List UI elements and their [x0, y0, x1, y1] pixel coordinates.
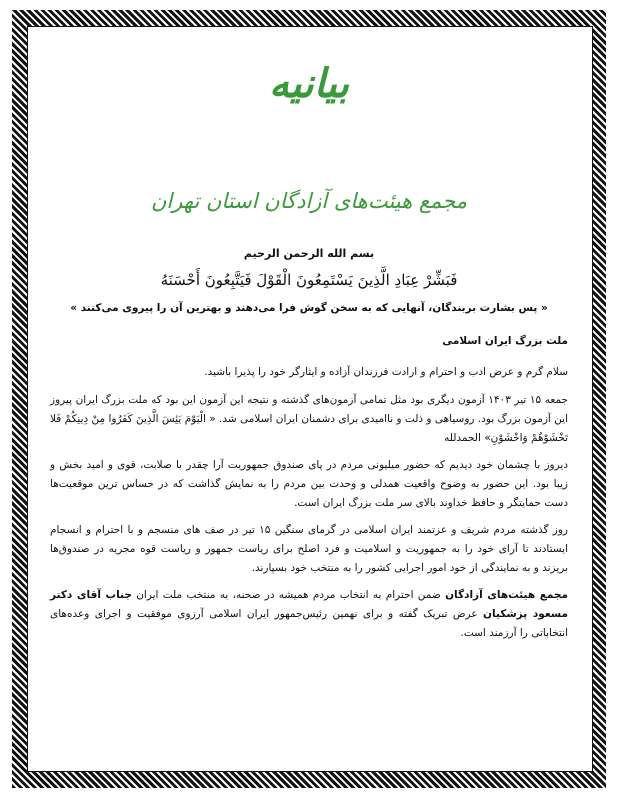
recipient-name: جناب آقای دکتر مسعود پزشکیان	[50, 589, 568, 620]
paragraph-greeting: سلام گرم و عرض ادب و احترام و ارادت فرزندان آزاده و ایثارگر خود را پذیرا باشید.	[204, 366, 568, 378]
paragraph-congratulation	[50, 586, 568, 643]
paragraph-election-result: جمعه ۱۵ تیر ۱۴۰۳ آزمون دیگری بود مثل تمامی آزمون‌های گذشته و نتیجه این آزمون این بود که ملت بزرگ ایران پیروز این آزمون بزرگ بود. روسیاهی و ذلت و ناامیدی برای دشمنان ایران اسلامی شد. « الْيَوْمَ يَئِسَ الَّذِينَ كَفَرُوا مِنْ دِينِكُمْ فَلا تَخْشَوْهُمْ وَاخْشَوْنِ» الحمدلله	[50, 394, 569, 444]
paragraph-voting-day: روز گذشته مردم شریف و عزتمند ایران اسلامی در گرمای سنگین ۱۵ تیر در صف های منسجم و با احترام و انسجام ایستادند تا آرای خود را به جمهوریت و اسلامیت و فرد اصلح برای ریاست جمهور و ریاست قوه مجریه در صندوق‌ها بریزند و به نمایندگی از خود امور اجرایی کشور را به منتخب خود بسپارند.	[50, 524, 568, 574]
document-title: بیانیه	[268, 60, 350, 107]
verse-translation: « پس بشارت بربندگان، آنهایی که به سخن گوش فرا می‌دهند و بهترین آن را پیروی می‌کنند »	[70, 302, 548, 314]
bismillah: بسم الله الرحمن الرحیم	[243, 247, 375, 260]
quran-verse: فَبَشِّرْ عِبَادِ الَّذِينَ يَسْتَمِعُونَ الْقَوْلَ فَيَتَّبِعُونَ أَحْسَنَهُ	[160, 271, 458, 289]
closing-end: عرض تبریک گفته و برای نهمین رئیس‌جمهور ایران اسلامی آرزوی موفقیت و اجرای وعده‌های انتخاباتی را آرزمند است.	[50, 608, 568, 639]
salutation: ملت بزرگ ایران اسلامی	[442, 335, 568, 347]
statement-body	[50, 332, 568, 651]
document-subtitle: مجمع هیئت‌های آزادگان استان تهران	[150, 189, 468, 213]
closing-text: ضمن احترام به انتخاب مردم همیشه در صحنه، به منتخب ملت ایران	[136, 589, 441, 601]
paragraph-turnout: دیروز با چشمان خود دیدیم که حضور میلیونی مردم در پای صندوق جمهوریت آرا چقدر با صلابت، قوی و امید بخش و زیبا بود. این حضور به وضوح واقعیت همدلی و وحدت بین مردم را به نمایش گذاشت که در حساس ترین موقعیت‌ها دست حمایتگر و حافظ خداوند بالای سر ملت بزرگ ایران است.	[50, 459, 568, 509]
org-name: مجمع هیئت‌های آزادگان	[445, 589, 568, 601]
